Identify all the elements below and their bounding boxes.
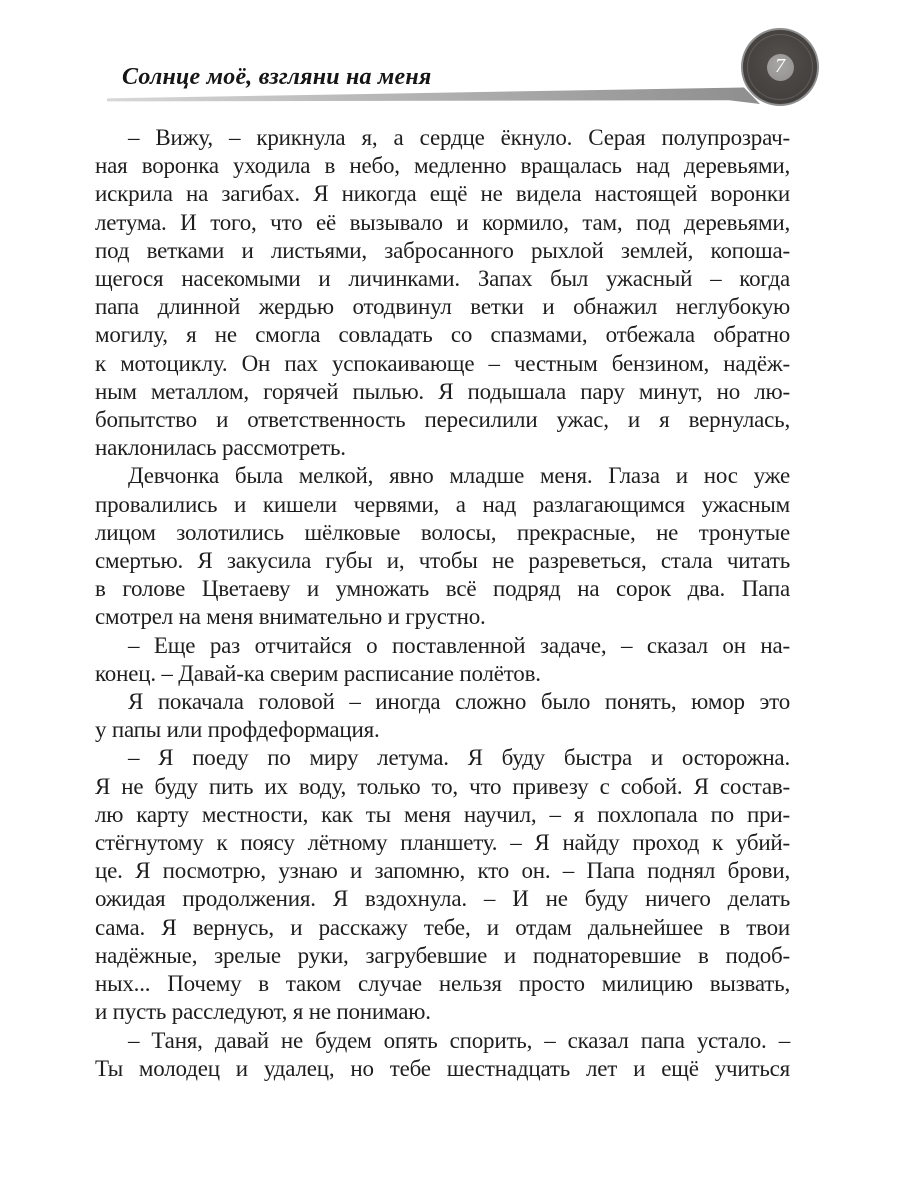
text-line: Я покачала головой – иногда сложно было понять, юмор это bbox=[128, 689, 790, 715]
page-number-disc bbox=[767, 54, 794, 81]
text-line: к мотоциклу. Он пах успокаивающе – честным бензином, надёж- bbox=[95, 350, 790, 376]
text-line: сама. Я вернусь, и расскажу тебе, и отдам дальнейшее в твои bbox=[95, 914, 790, 940]
text-line: могилу, я не смогла совладать со спазмами, отбежала обратно bbox=[95, 322, 790, 348]
text-line: и пусть расследуют, я не понимаю. bbox=[95, 999, 431, 1025]
text-line: – Таня, давай не будем опять спорить, – сказал папа устало. – bbox=[128, 1027, 790, 1053]
page-number-badge bbox=[741, 28, 819, 106]
text-line: щегося насекомыми и личинками. Запах был ужасный – когда bbox=[95, 266, 790, 292]
text-line: – Вижу, – крикнула я, а сердце ёкнуло. Серая полупрозрач- bbox=[128, 125, 790, 150]
paragraph bbox=[95, 462, 790, 631]
text-line: в голове Цветаеву и умножать всё подряд на сорок два. Папа bbox=[95, 576, 790, 602]
page-text bbox=[95, 124, 790, 1083]
text-line: наклонилась рассмотреть. bbox=[95, 435, 346, 461]
text-line: – Я поеду по миру летума. Я буду быстра и осторожна. bbox=[128, 745, 790, 771]
paragraph bbox=[95, 124, 790, 462]
paragraph bbox=[95, 744, 790, 1026]
text-line: конец. – Давай-ка сверим расписание полётов. bbox=[95, 660, 541, 686]
text-line: ная воронка уходила в небо, медленно вращалась над деревьями, bbox=[95, 153, 790, 179]
text-line: ным металлом, горячей пылью. Я подышала пару минут, но лю- bbox=[95, 378, 790, 404]
text-line: стёгнутому к поясу лётному планшету. – Я найду проход к убий- bbox=[95, 830, 790, 856]
text-line: бопытство и ответственность пересилили ужас, и я вернулась, bbox=[95, 407, 790, 433]
text-line: летума. И того, что её вызывало и кормило, там, под деревьями, bbox=[95, 209, 790, 235]
text-line: ожидая продолжения. Я вздохнула. – И не буду ничего делать bbox=[95, 886, 790, 912]
header-divider-graphic bbox=[103, 85, 763, 107]
page-number: 7 bbox=[775, 55, 785, 77]
text-line: папа длинной жердью отодвинул ветки и обнажил неглубокую bbox=[95, 294, 790, 320]
text-line: Я не буду пить их воду, только то, что привезу с собой. Я состав- bbox=[95, 773, 790, 799]
paragraph bbox=[95, 632, 790, 688]
text-line: лю карту местности, как ты меня научил, – я похлопала по при- bbox=[95, 801, 790, 827]
text-line: лицом золотились шёлковые волосы, прекрасные, не тронутые bbox=[95, 519, 790, 545]
text-line: Ты молодец и удалец, но тебе шестнадцать лет и ещё учиться bbox=[95, 1055, 790, 1081]
text-line: провалились и кишели червями, а над разлагающимся ужасным bbox=[95, 491, 790, 517]
text-line: ных... Почему в таком случае нельзя просто милицию вызвать, bbox=[95, 971, 790, 997]
chapter-title: Солнце моё, взгляни на меня bbox=[122, 64, 432, 90]
paragraph bbox=[95, 688, 790, 744]
text-line: це. Я посмотрю, узнаю и запомню, кто он. – Папа поднял брови, bbox=[95, 858, 790, 884]
text-line: смертью. Я закусила губы и, чтобы не разреветься, стала читать bbox=[95, 548, 790, 574]
text-line: у папы или профдеформация. bbox=[95, 717, 380, 743]
text-line: под ветками и листьями, забросанного рыхлой землей, копоша- bbox=[95, 237, 790, 263]
text-line: – Еще раз отчитайся о поставленной задаче, – сказал он на- bbox=[128, 632, 790, 658]
text-line: надёжные, зрелые руки, загрубевшие и поднаторевшие в подоб- bbox=[95, 942, 790, 968]
paragraph bbox=[95, 1027, 790, 1083]
text-line: Девчонка была мелкой, явно младше меня. Глаза и нос уже bbox=[128, 463, 790, 489]
text-line: искрила на загибах. Я никогда ещё не видела настоящей воронки bbox=[95, 181, 790, 207]
text-line: смотрел на меня внимательно и грустно. bbox=[95, 604, 486, 630]
